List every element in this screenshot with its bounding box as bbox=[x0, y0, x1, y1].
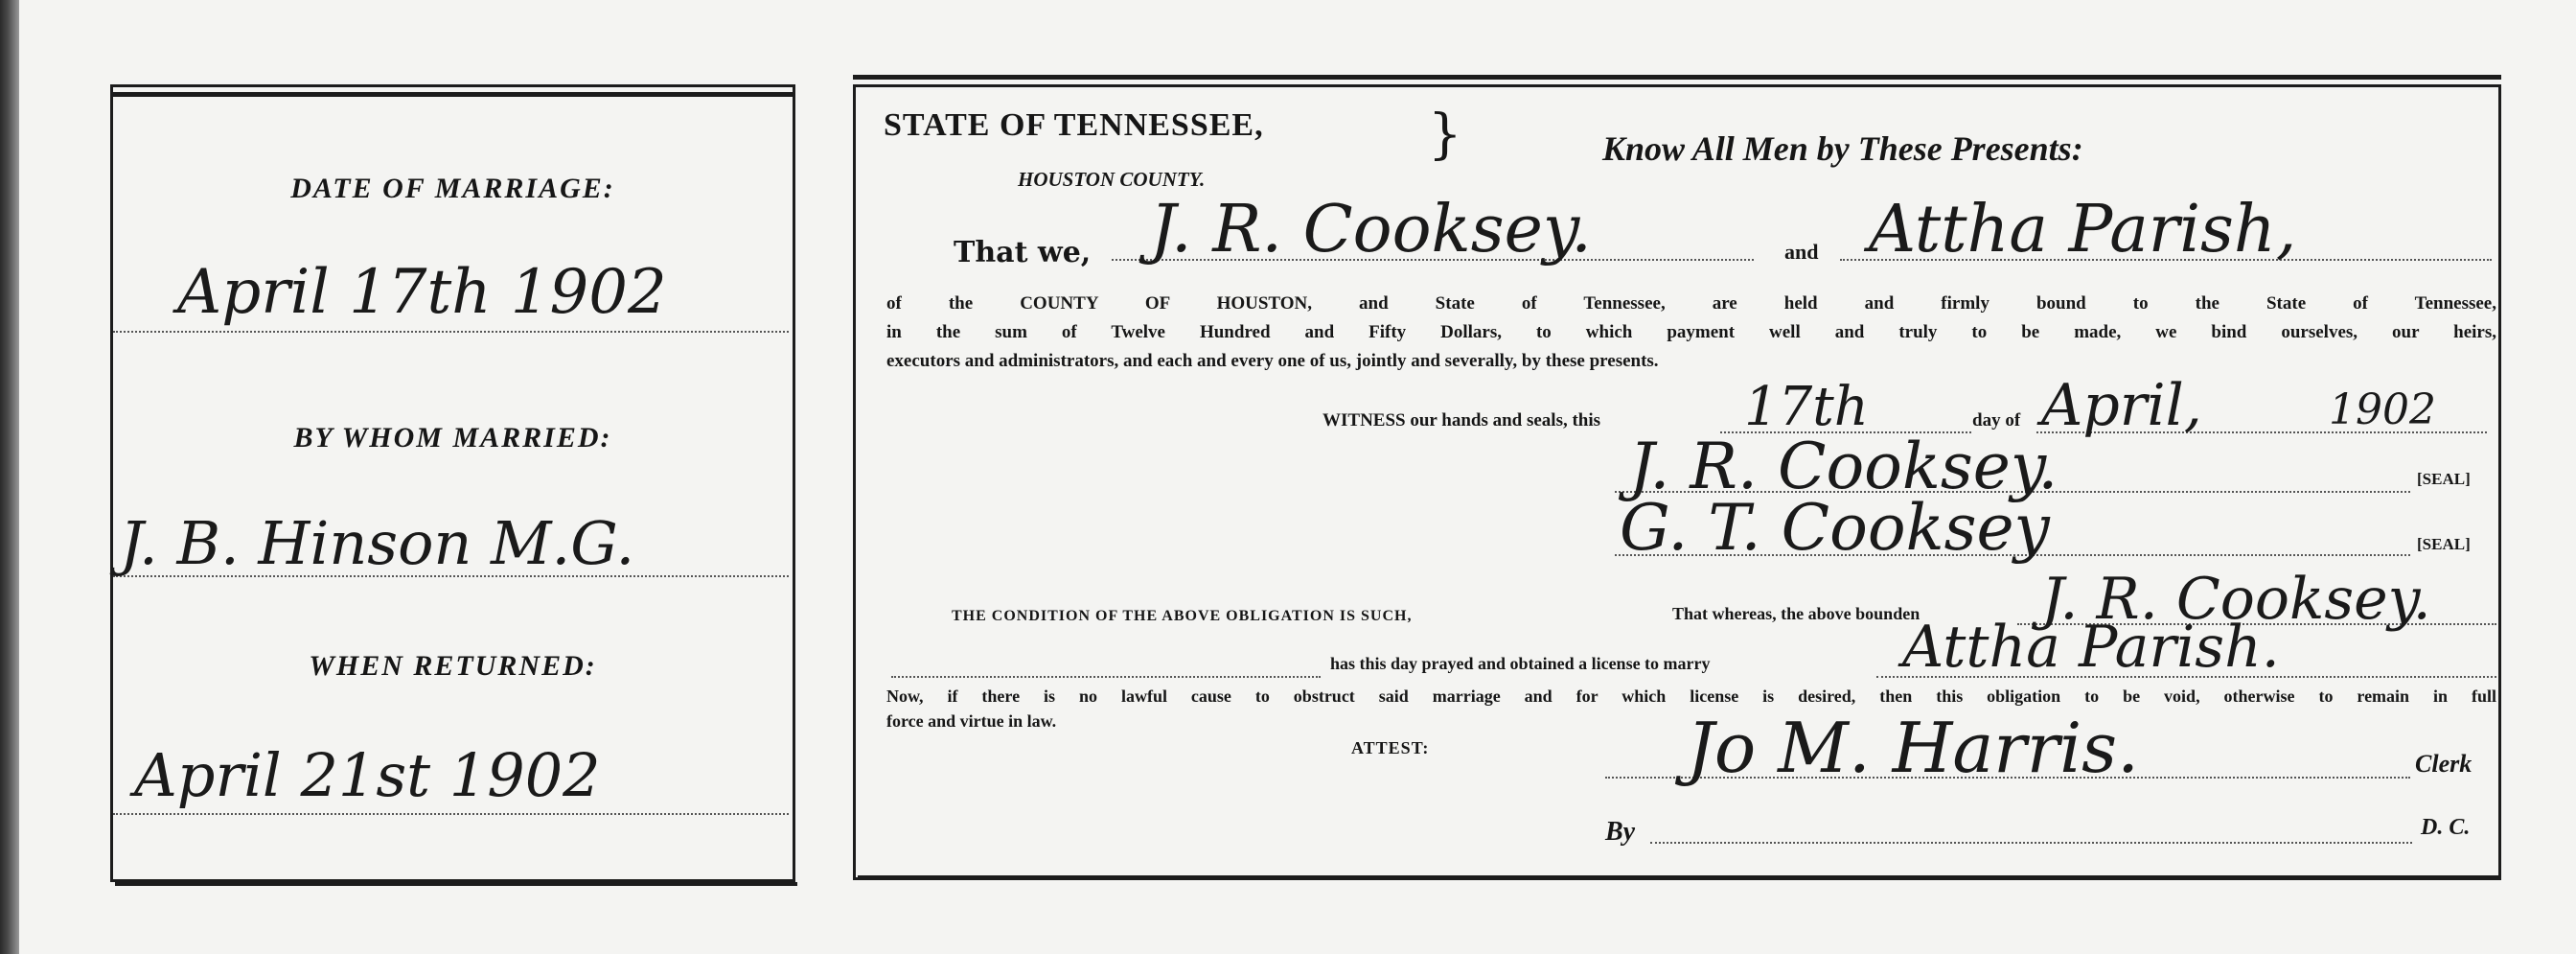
witness-month: April, bbox=[2041, 372, 2202, 439]
body-line-3: executors and administrators, and each and every one of us, jointly and severally, by these presents. bbox=[886, 351, 1659, 371]
now-line-2: force and virtue in law. bbox=[886, 711, 1057, 731]
witness-day: 17th bbox=[1744, 376, 1869, 438]
state-heading: STATE OF TENNESSEE, bbox=[884, 107, 1264, 143]
condition-text: That whereas, the above bounden bbox=[1672, 604, 1920, 623]
condition-name: J. R. Cooksey. bbox=[2041, 566, 2431, 633]
license-blank-line bbox=[891, 676, 1321, 678]
by-label: By bbox=[1605, 817, 1636, 847]
dc-label: D. C. bbox=[2421, 815, 2471, 840]
when-returned-heading: WHEN RETURNED: bbox=[309, 650, 597, 682]
condition-heading: THE CONDITION OF THE ABOVE OBLIGATION IS SUCH, bbox=[952, 608, 1413, 624]
seal-1: [SEAL] bbox=[2417, 470, 2471, 488]
and-label: and bbox=[1784, 240, 1819, 264]
right-bottom-rule bbox=[858, 875, 2501, 879]
day-of-label: day of bbox=[1972, 410, 2021, 430]
seal-2: [SEAL] bbox=[2417, 535, 2471, 553]
when-returned-value: April 21st 1902 bbox=[134, 740, 601, 810]
brace: } bbox=[1428, 104, 1462, 166]
party2-name: Attha Parish, bbox=[1869, 192, 2297, 268]
date-of-marriage-value: April 17th 1902 bbox=[177, 257, 667, 328]
know-all-men-heading: Know All Men by These Presents: bbox=[1602, 129, 2083, 168]
returned-line bbox=[113, 813, 789, 815]
witness-label: WITNESS our hands and seals, this bbox=[1322, 410, 1601, 430]
attest-label: ATTEST: bbox=[1351, 738, 1430, 757]
date-of-marriage-heading: DATE OF MARRIAGE: bbox=[290, 173, 615, 204]
license-name: Attha Parish. bbox=[1902, 614, 2280, 681]
by-whom-married-value: J. B. Hinson M.G. bbox=[120, 508, 635, 578]
party1-name: J. R. Cooksey. bbox=[1150, 192, 1592, 268]
that-we-label: That we, bbox=[954, 236, 1092, 269]
clerk-label: Clerk bbox=[2415, 750, 2472, 778]
scan-edge bbox=[0, 0, 19, 954]
body-line-1: of the COUNTY OF HOUSTON, and State of Tennessee, are held and firmly bound to the State of Tennessee, bbox=[886, 293, 2496, 314]
signature-2: G. T. Cooksey bbox=[1620, 491, 2050, 565]
date-line bbox=[113, 331, 789, 333]
right-top-rule bbox=[853, 75, 2501, 80]
by-whom-married-heading: BY WHOM MARRIED: bbox=[293, 422, 612, 454]
deputy-line bbox=[1650, 842, 2412, 844]
now-line-1: Now, if there is no lawful cause to obstruct said marriage and for which license is desired, then this obligation to be void, otherwise to remain in full bbox=[886, 686, 2496, 706]
witness-year: 1902 bbox=[2329, 385, 2436, 434]
left-bottom-rule bbox=[115, 882, 797, 886]
signature-1: J. R. Cooksey. bbox=[1629, 430, 2058, 503]
county-heading: HOUSTON COUNTY. bbox=[1018, 168, 1206, 191]
license-text: has this day prayed and obtained a license to marry bbox=[1330, 654, 1711, 673]
clerk-signature: Jo M. Harris. bbox=[1687, 708, 2140, 788]
body-line-2: in the sum of Twelve Hundred and Fifty Dollars, to which payment well and truly to be made, we bind ourselves, our heirs, bbox=[886, 322, 2496, 342]
